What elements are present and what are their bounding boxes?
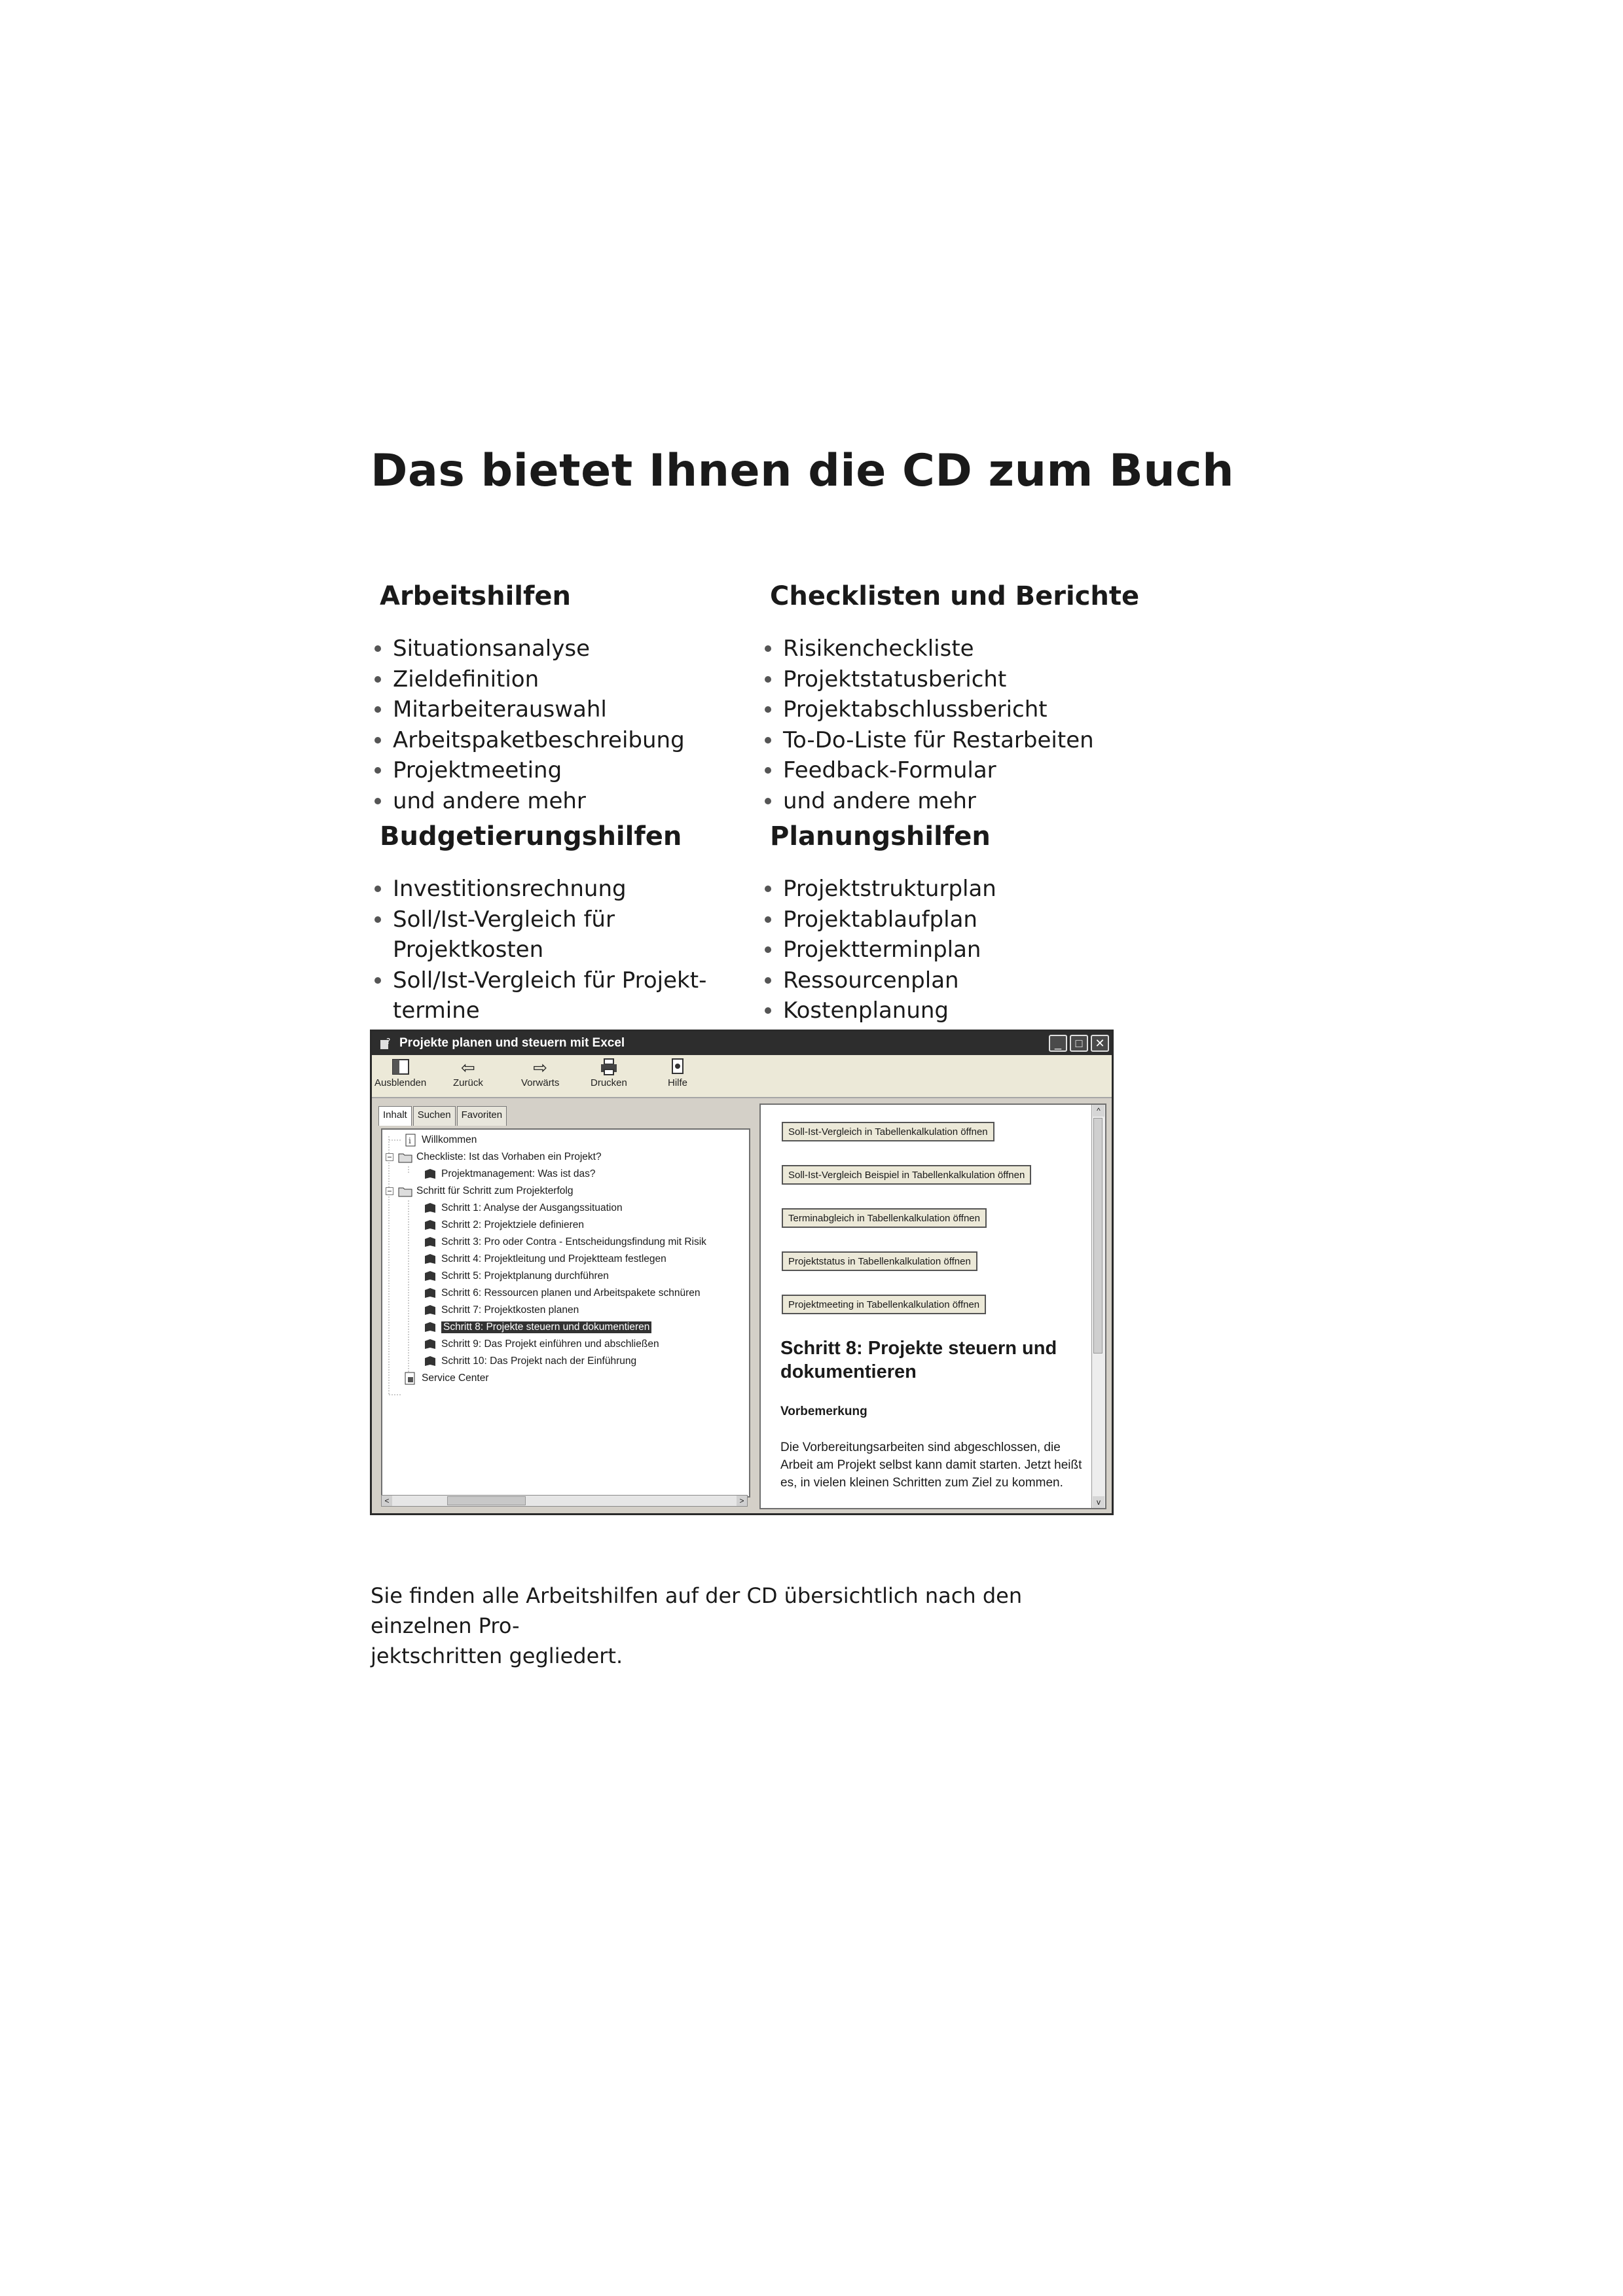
section-budgetierungshilfen bbox=[371, 821, 750, 1026]
back-label: Zurück bbox=[453, 1077, 483, 1088]
list-item: Soll/Ist-Vergleich für Projektkosten bbox=[371, 905, 750, 965]
content-pane bbox=[759, 1103, 1106, 1509]
scroll-thumb[interactable] bbox=[447, 1496, 526, 1505]
list-item: Risikencheckliste bbox=[761, 634, 1140, 664]
page-title: Das bietet Ihnen die CD zum Buch bbox=[371, 445, 1234, 497]
tree-item[interactable]: Projektmanagement: Was ist das? bbox=[423, 1168, 595, 1181]
hide-button[interactable] bbox=[374, 1058, 426, 1088]
tree-item[interactable]: Schritt 3: Pro oder Contra - Entscheidungsfindung mit Risik bbox=[423, 1236, 706, 1249]
list-item: Kostenplanung bbox=[761, 996, 1140, 1026]
close-button[interactable]: ✕ bbox=[1091, 1035, 1109, 1052]
scroll-right-icon[interactable]: > bbox=[737, 1496, 747, 1506]
figure-caption: Sie finden alle Arbeitshilfen auf der CD übersichtlich nach den einzelnen Pro- jektschritten gegliedert. bbox=[371, 1583, 1023, 1668]
section-heading: Planungshilfen bbox=[770, 821, 991, 852]
collapse-icon bbox=[385, 1185, 394, 1198]
forward-button[interactable] bbox=[521, 1058, 559, 1088]
tree-item[interactable]: Schritt 9: Das Projekt einführen und abschließen bbox=[423, 1338, 659, 1351]
window-titlebar bbox=[372, 1031, 1112, 1055]
forward-arrow-icon: ⇨ bbox=[533, 1058, 548, 1077]
scroll-left-icon[interactable]: < bbox=[382, 1496, 392, 1506]
print-button[interactable] bbox=[591, 1058, 627, 1088]
book-icon bbox=[423, 1253, 437, 1266]
list-item: To-Do-Liste für Restarbeiten bbox=[761, 725, 1140, 756]
scroll-thumb[interactable] bbox=[1093, 1118, 1103, 1354]
list-item: Projektabschlussbericht bbox=[761, 694, 1140, 725]
soll-ist-vergleich-button[interactable]: Soll-Ist-Vergleich in Tabellenkalkulation öffnen bbox=[782, 1122, 994, 1141]
list-item: Projektablaufplan bbox=[761, 905, 1140, 935]
book-icon bbox=[423, 1321, 437, 1334]
collapse-icon bbox=[385, 1151, 394, 1164]
printer-icon bbox=[591, 1058, 627, 1077]
tree-item-selected[interactable]: Schritt 8: Projekte steuern und dokumentieren bbox=[423, 1321, 651, 1334]
back-arrow-icon: ⇦ bbox=[461, 1058, 475, 1077]
tree-item[interactable]: i Willkommen bbox=[403, 1134, 477, 1147]
help-topic-subtitle: Vorbemerkung bbox=[780, 1405, 867, 1418]
maximize-button[interactable]: □ bbox=[1070, 1035, 1088, 1052]
projektstatus-button[interactable]: Projektstatus in Tabellenkalkulation öffnen bbox=[782, 1251, 977, 1271]
projektmeeting-button[interactable]: Projektmeeting in Tabellenkalkulation öffnen bbox=[782, 1295, 986, 1314]
list-item: Ressourcenplan bbox=[761, 965, 1140, 996]
scroll-up-icon[interactable]: ^ bbox=[1093, 1105, 1104, 1117]
help-app-icon bbox=[378, 1035, 394, 1051]
tree-item[interactable]: Schritt 10: Das Projekt nach der Einführung bbox=[423, 1355, 636, 1368]
list-item: Investitionsrechnung bbox=[371, 874, 750, 905]
hide-pane-icon bbox=[374, 1058, 426, 1077]
book-icon bbox=[423, 1287, 437, 1300]
book-icon bbox=[423, 1355, 437, 1368]
list-item: Projektstrukturplan bbox=[761, 874, 1140, 905]
book-icon bbox=[423, 1202, 437, 1215]
minimize-button[interactable]: _ bbox=[1049, 1035, 1067, 1052]
list-item: Soll/Ist-Vergleich für Projekt- termine bbox=[371, 965, 750, 1026]
contents-tree bbox=[381, 1128, 750, 1498]
help-window bbox=[370, 1030, 1114, 1515]
terminabgleich-button[interactable]: Terminabgleich in Tabellenkalkulation öffnen bbox=[782, 1208, 987, 1228]
list-item: und andere mehr bbox=[371, 786, 750, 817]
navigation-pane bbox=[376, 1103, 752, 1509]
section-heading: Budgetierungshilfen bbox=[380, 821, 682, 852]
help-button[interactable] bbox=[668, 1058, 687, 1088]
tree-item[interactable]: Service Center bbox=[403, 1372, 489, 1385]
soll-ist-beispiel-button[interactable]: Soll-Ist-Vergleich Beispiel in Tabellenkalkulation öffnen bbox=[782, 1165, 1031, 1185]
tree-item[interactable]: Schritt 6: Ressourcen planen und Arbeitspakete schnüren bbox=[423, 1287, 701, 1300]
tab-suchen[interactable]: Suchen bbox=[413, 1106, 456, 1126]
back-button[interactable] bbox=[453, 1058, 483, 1088]
help-topic-text: Die Vorbereitungsarbeiten sind abgeschlossen, die Arbeit am Projekt selbst kann damit starten. Jetzt heißt es, in vielen kleinen Schritten zum Ziel zu kommen. bbox=[780, 1441, 1082, 1490]
list-item: Arbeitspaketbeschreibung bbox=[371, 725, 750, 756]
tab-inhalt[interactable]: Inhalt bbox=[378, 1106, 412, 1126]
list-item: Zieldefinition bbox=[371, 664, 750, 695]
vertical-scrollbar[interactable] bbox=[1091, 1105, 1105, 1508]
book-icon bbox=[423, 1338, 437, 1351]
list-item: Projektstatusbericht bbox=[761, 664, 1140, 695]
horizontal-scrollbar[interactable] bbox=[381, 1495, 748, 1507]
section-checklisten bbox=[761, 581, 1140, 816]
tree-lines bbox=[382, 1130, 428, 1411]
list-item: Situationsanalyse bbox=[371, 634, 750, 664]
svg-text:?: ? bbox=[386, 1037, 391, 1046]
section-arbeitshilfen bbox=[371, 581, 750, 816]
book-icon bbox=[423, 1236, 437, 1249]
list-item: Feedback-Formular bbox=[761, 755, 1140, 786]
list-item: Mitarbeiterauswahl bbox=[371, 694, 750, 725]
list-item: Projektterminplan bbox=[761, 935, 1140, 965]
list-item: Projektmeeting bbox=[371, 755, 750, 786]
toolbar bbox=[372, 1055, 1112, 1098]
hide-label: Ausblenden bbox=[374, 1077, 427, 1088]
scroll-down-icon[interactable]: v bbox=[1093, 1496, 1104, 1508]
help-label: Hilfe bbox=[668, 1077, 688, 1088]
forward-label: Vorwärts bbox=[521, 1077, 560, 1088]
book-icon bbox=[423, 1168, 437, 1181]
section-planungshilfen bbox=[761, 821, 1140, 1026]
tree-item[interactable]: Schritt 5: Projektplanung durchführen bbox=[423, 1270, 609, 1283]
tree-item[interactable]: Schritt für Schritt zum Projekterfolg bbox=[385, 1185, 573, 1198]
tree-item[interactable]: Checkliste: Ist das Vorhaben ein Projekt? bbox=[385, 1151, 602, 1164]
book-icon bbox=[423, 1304, 437, 1317]
section-heading: Checklisten und Berichte bbox=[770, 581, 1140, 611]
tree-item[interactable]: Schritt 1: Analyse der Ausgangssituation bbox=[423, 1202, 623, 1215]
tab-favoriten[interactable]: Favoriten bbox=[457, 1106, 507, 1126]
help-topic-title: Schritt 8: Projekte steuern und dokumentieren bbox=[780, 1338, 1057, 1382]
service-page-icon bbox=[403, 1372, 418, 1385]
tree-item[interactable]: Schritt 4: Projektleitung und Projektteam festlegen bbox=[423, 1253, 666, 1266]
nav-tabs bbox=[378, 1106, 508, 1126]
tree-item[interactable]: Schritt 2: Projektziele definieren bbox=[423, 1219, 584, 1232]
window-title: Projekte planen und steuern mit Excel bbox=[399, 1036, 625, 1050]
folder-icon bbox=[398, 1185, 412, 1198]
help-page-icon bbox=[668, 1058, 687, 1077]
print-label: Drucken bbox=[591, 1077, 627, 1088]
tree-item[interactable]: Schritt 7: Projektkosten planen bbox=[423, 1304, 579, 1317]
list-item: und andere mehr bbox=[761, 786, 1140, 817]
book-icon bbox=[423, 1270, 437, 1283]
section-heading: Arbeitshilfen bbox=[380, 581, 571, 611]
book-icon bbox=[423, 1219, 437, 1232]
svg-text:i: i bbox=[409, 1136, 411, 1145]
info-page-icon bbox=[403, 1134, 418, 1147]
folder-icon bbox=[398, 1151, 412, 1164]
